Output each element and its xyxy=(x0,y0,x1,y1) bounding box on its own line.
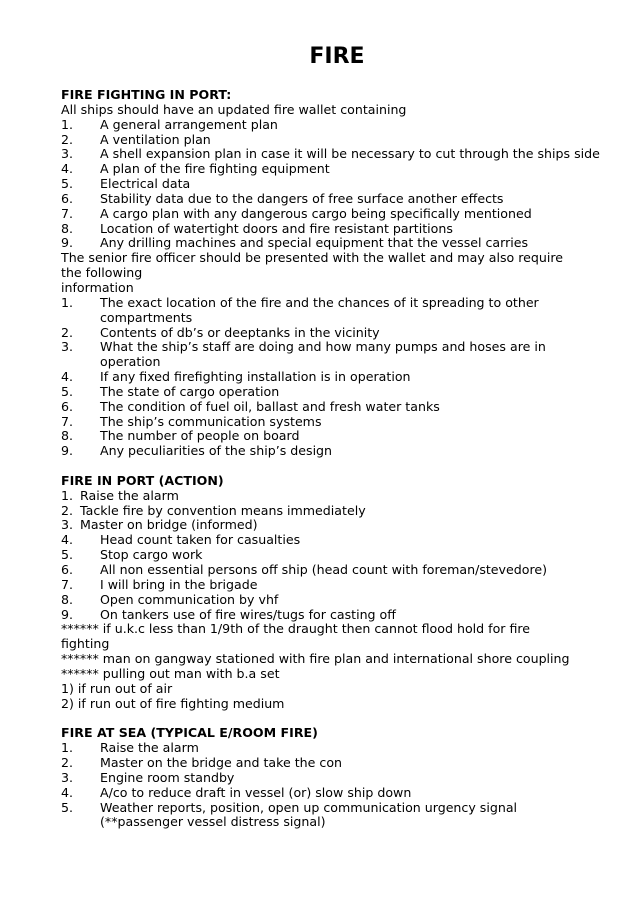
list-item xyxy=(61,608,601,623)
list-item xyxy=(61,593,601,608)
list-item xyxy=(61,504,601,519)
paragraph-line: information xyxy=(61,279,134,295)
list-item xyxy=(61,548,601,563)
list-text: All non essential persons off ship (head count with foreman/stevedore) xyxy=(100,562,548,577)
list-number: 1. xyxy=(61,116,74,132)
section-heading-fire-fighting-in-port: FIRE FIGHTING IN PORT: xyxy=(61,87,232,102)
list-item xyxy=(61,741,601,756)
list-number: 3. xyxy=(61,146,74,162)
list-text: Any drilling machines and special equipment that the vessel carries xyxy=(100,235,529,251)
list-number: 8. xyxy=(61,428,74,444)
list-text: Master on the bridge and take the con xyxy=(100,754,343,770)
list-item xyxy=(61,533,601,548)
list-item xyxy=(61,563,601,578)
list-number: 4. xyxy=(61,532,74,548)
list-number: 2. xyxy=(61,324,74,340)
list-text: Engine room standby xyxy=(100,769,235,785)
section-spacer xyxy=(61,459,601,474)
list-item xyxy=(61,340,601,370)
list-text: A cargo plan with any dangerous cargo being specifically mentioned xyxy=(100,205,532,221)
list-item xyxy=(61,222,601,237)
list-number: 4. xyxy=(61,161,74,177)
section-intro: All ships should have an updated fire wallet containing xyxy=(61,101,407,117)
list-item xyxy=(61,489,601,504)
list-item xyxy=(61,192,601,207)
list-text: A shell expansion plan in case it will be necessary to cut through the ships side xyxy=(100,146,600,162)
list-number: 3. xyxy=(61,769,74,785)
list-number: 2. xyxy=(61,502,74,518)
list-item xyxy=(61,133,601,148)
list-text: On tankers use of fire wires/tugs for casting off xyxy=(100,606,396,622)
list-text: A ventilation plan xyxy=(100,131,211,147)
list-item xyxy=(61,326,601,341)
list-text: Raise the alarm xyxy=(100,740,199,756)
list-text: Electrical data xyxy=(100,176,191,192)
list-text: Head count taken for casualties xyxy=(100,532,301,548)
list-number: 9. xyxy=(61,443,74,459)
list-item xyxy=(61,786,601,801)
list-item xyxy=(61,118,601,133)
list-item xyxy=(61,370,601,385)
note-line: ****** if u.k.c less than 1/9th of the draught then cannot flood hold for fire xyxy=(61,621,531,637)
paragraph-line: The senior fire officer should be presented with the wallet and may also require xyxy=(61,250,564,266)
note-line: ****** man on gangway stationed with fire plan and international shore coupling xyxy=(61,651,570,667)
list-number: 3. xyxy=(61,517,74,533)
list-text: Contents of db’s or deeptanks in the vicinity xyxy=(100,324,380,340)
list-number: 6. xyxy=(61,562,74,577)
list-text: The condition of fuel oil, ballast and fresh water tanks xyxy=(100,398,440,414)
list-number: 1. xyxy=(61,294,74,310)
list-item xyxy=(61,177,601,192)
list-number: 7. xyxy=(61,413,74,429)
list-number: 5. xyxy=(61,383,74,399)
list-number: 7. xyxy=(61,205,74,221)
list-text: If any fixed firefighting installation is in operation xyxy=(100,369,411,385)
list-number: 4. xyxy=(61,784,74,800)
list-number: 6. xyxy=(61,190,74,206)
list-number: 8. xyxy=(61,591,74,607)
list-number: 8. xyxy=(61,220,74,236)
list-item xyxy=(61,162,601,177)
list-number: 9. xyxy=(61,606,74,622)
list-item xyxy=(61,756,601,771)
list-text: Location of watertight doors and fire resistant partitions xyxy=(100,220,453,236)
list-item xyxy=(61,801,601,831)
list-text: Weather reports, position, open up communication urgency signal (**passenger vessel distress signal) xyxy=(100,799,518,830)
list-text: The number of people on board xyxy=(100,428,300,444)
list-number: 5. xyxy=(61,799,74,815)
list-text: A plan of the fire fighting equipment xyxy=(100,161,330,177)
list-item xyxy=(61,578,601,593)
section-heading-fire-in-port-action: FIRE IN PORT (ACTION) xyxy=(61,472,224,488)
list-item xyxy=(61,444,601,459)
list-number: 2. xyxy=(61,754,74,770)
list-text: A general arrangement plan xyxy=(100,116,278,132)
list-number: 2. xyxy=(61,131,74,147)
list-item xyxy=(61,236,601,251)
list-text: Stop cargo work xyxy=(100,547,203,563)
list-text: A/co to reduce draft in vessel (or) slow ship down xyxy=(100,784,412,800)
section-heading-fire-at-sea: FIRE AT SEA (TYPICAL E/ROOM FIRE) xyxy=(61,725,318,741)
list-number: 1. xyxy=(61,487,74,503)
list-item xyxy=(61,415,601,430)
paragraph-line: the following xyxy=(61,265,143,281)
list-text: I will bring in the brigade xyxy=(100,576,258,592)
list-text: The ship’s communication systems xyxy=(100,413,322,429)
list-number: 6. xyxy=(61,398,74,414)
list-text: Tackle fire by convention means immediately xyxy=(80,502,366,518)
list-text: The state of cargo operation xyxy=(100,383,280,399)
list-number: 3. xyxy=(61,339,74,355)
note-line: fighting xyxy=(61,636,110,652)
list-item xyxy=(61,207,601,222)
list-text: The exact location of the fire and the chances of it spreading to other compartments xyxy=(100,294,539,325)
list-item xyxy=(61,518,601,533)
list-item xyxy=(61,400,601,415)
list-number: 5. xyxy=(61,176,74,192)
list-text: Master on bridge (informed) xyxy=(80,517,258,533)
list-text: Open communication by vhf xyxy=(100,591,279,607)
section-spacer xyxy=(61,711,601,726)
list-number: 7. xyxy=(61,576,74,592)
note-line: 1) if run out of air xyxy=(61,680,173,696)
list-number: 5. xyxy=(61,547,74,563)
list-number: 4. xyxy=(61,369,74,385)
list-text: Any peculiarities of the ship’s design xyxy=(100,443,333,459)
note-line: ****** pulling out man with b.a set xyxy=(61,665,280,681)
page-title: FIRE xyxy=(309,44,365,69)
list-text: What the ship’s staff are doing and how many pumps and hoses are in operation xyxy=(100,339,546,370)
note-line: 2) if run out of fire fighting medium xyxy=(61,695,285,711)
list-item xyxy=(61,429,601,444)
list-text: Raise the alarm xyxy=(80,487,179,503)
list-number: 1. xyxy=(61,740,74,756)
document-page xyxy=(61,44,601,830)
list-number: 9. xyxy=(61,235,74,251)
list-item xyxy=(61,296,601,326)
list-item xyxy=(61,771,601,786)
list-text: Stability data due to the dangers of free surface another effects xyxy=(100,190,504,206)
list-item xyxy=(61,147,601,162)
list-item xyxy=(61,385,601,400)
